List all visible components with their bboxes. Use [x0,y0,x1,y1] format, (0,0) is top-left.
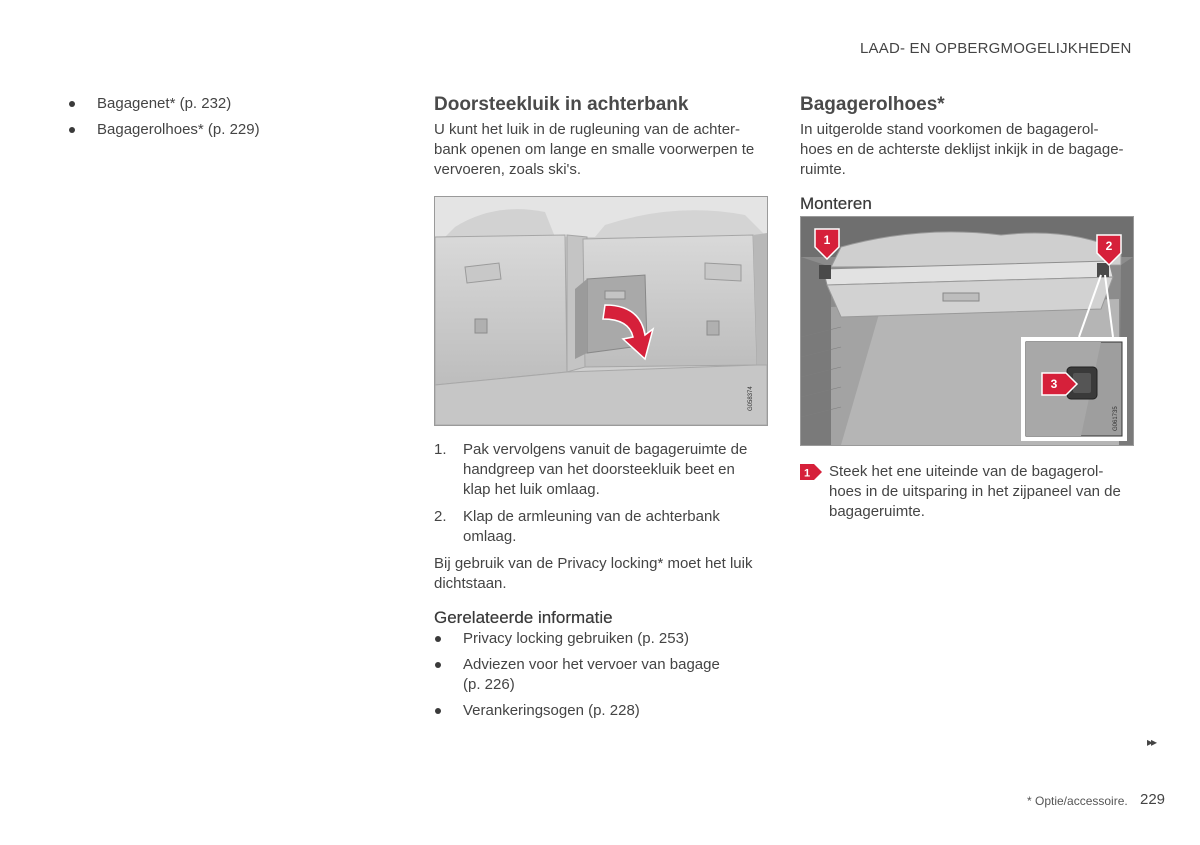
middle-column [434,94,774,727]
note-paragraph: Bij gebruik van de Privacy locking* moet het luik dichtstaan. [434,555,753,592]
callout-label: 2 [1105,239,1113,253]
bullet-icon [435,662,441,668]
step-number: 2. [434,508,447,525]
left-column [68,94,388,146]
bullet-icon [69,127,75,133]
step-one-icon [800,464,822,480]
list-item[interactable] [68,120,388,140]
step-item: 2. Klap de armleuning van de achterbank omlaag. [434,508,720,545]
list-item[interactable] [68,94,388,114]
callout-label: 1 [823,233,831,247]
link-text: Bagagerolhoes* (p. 229) [97,121,260,138]
list-item[interactable] [434,629,774,649]
step-item [800,462,1140,522]
cargo-cover-illustration [800,216,1134,446]
page-number: 229 [1140,791,1166,808]
list-item[interactable] [434,701,774,721]
related-links-list [68,94,388,140]
callout-label: 3 [1050,377,1058,391]
figure-code: G061735 [1113,406,1119,431]
related-info-heading: Gerelateerde informatie [434,608,613,627]
step-number: 1. [434,441,447,458]
pass-through-hatch-illustration [434,196,768,426]
cargo-cover-svg [801,217,1133,445]
subsection-title: Monteren [800,194,872,213]
step-item: 1. Pak vervolgens vanuit de bagageruimte de handgreep van het doorsteekluik beet en klap het luik omlaag. [434,441,748,498]
bullet-icon [435,636,441,642]
link-text: Verankeringsogen (p. 228) [463,702,640,719]
section-title: Bagagerolhoes* [800,94,945,115]
link-text: Bagagenet* (p. 232) [97,95,232,112]
bullet-icon [435,708,441,714]
hatch-illustration-svg [435,197,767,425]
link-text: Adviezen voor het vervoer van bagage [463,656,720,673]
link-text: Privacy locking gebruiken (p. 253) [463,630,689,647]
figure-code: G058374 [748,386,754,411]
continue-arrow-icon: ▸▸ [1147,735,1156,749]
right-column [800,94,1140,522]
steps-list [434,440,774,547]
related-info-list [434,629,774,721]
link-text: (p. 226) [463,676,515,693]
svg-text:1: 1 [803,467,811,480]
step-text: Steek het ene uiteinde van de bagagerol- hoes in de uitsparing in het zijpaneel van de bagageruimte. [829,463,1121,520]
intro-paragraph: U kunt het luik in de rugleuning van de achter- bank openen om lange en smalle voorwerpen te vervoeren, zoals ski's. [434,121,755,178]
footnote: * Optie/accessoire. [1027,794,1128,808]
bullet-icon [69,101,75,107]
list-item[interactable] [434,655,774,695]
section-title: Doorsteekluik in achterbank [434,94,689,115]
section-header: LAAD- EN OPBERGMOGELIJKHEDEN [860,40,1132,57]
intro-paragraph: In uitgerolde stand voorkomen de bagagerol- hoes en de achterste deklijst inkijk in de bagage- ruimte. [800,121,1124,178]
